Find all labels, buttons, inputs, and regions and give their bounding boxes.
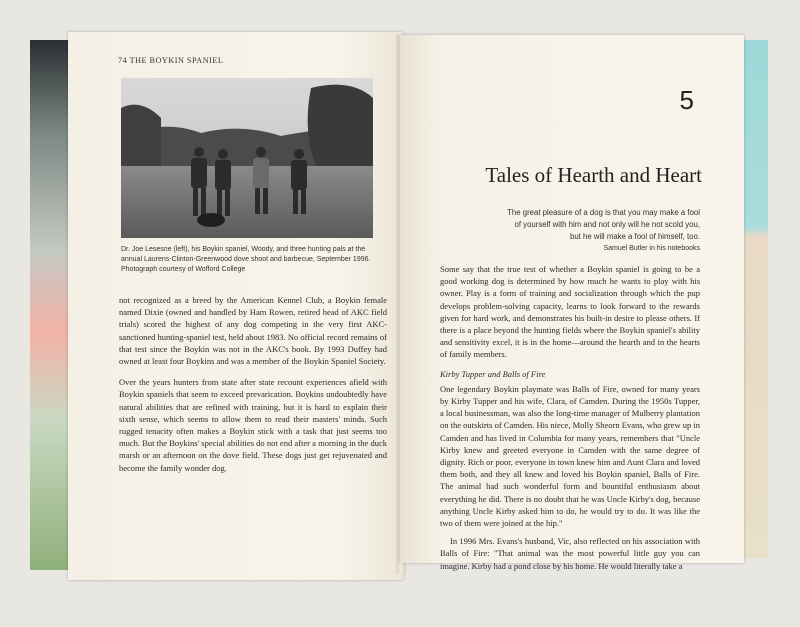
photo-caption: Dr. Joe Lesesne (left), his Boykin spaniel, Woody, and three hunting pals at the annual Laurens-Clinton-Greenwood dove shoot and barbecue, September 1996. Photograph courtesy of Wofford College [121,246,371,274]
running-head: 74 THE BOYKIN SPANIEL [118,56,224,65]
epigraph-line: but he will make a fool of himself, too. [569,232,700,241]
right-body-text [440,263,700,578]
left-paragraph: Over the years hunters from state after state recount experiences afield with Boykin spaniels that seem to exceed prevarication. Boykins undoubtedly have natural abilities that are refined with training, but it is hard to explain their sixth sense, which seems to allow them to read their masters' minds. Such rugged tenacity often makes a Boykin stick with a task that just seems too much. But the Boykins' special abilities do not end after a morning in the duck marsh or an afternoon on the dove field. These dogs just get rejuvenated and become the family wonder dog. [119,377,387,473]
chapter-number: 5 [679,85,694,115]
left-page [68,32,403,580]
epigraph-line: The great pleasure of a dog is that you may make a fool [507,208,700,217]
right-paragraph: One legendary Boykin playmate was Balls of Fire, owned for many years by Kirby Tupper and his wife, Clara, of Camden. During the 1950s Tupper, a local businessman, was also the long-time manager of Mulberry plantation on the outskirts of Camden. His niece, Molly Sheorn Evans, who grew up in Camden and has lived in Columbia for many years, remembers that "Uncle Kirby knew and greeted everyone in Camden with the same degree of dignity. Rich or poor, everyone in town knew him and Aunt Clara and loved them both, and they all knew and loved his Boykin spaniel, Balls of Fire. The animal had such wonderful form and bountiful enthusiasm about everything he did. There is no doubt that he was Uncle Kirby's dog, because anything Uncle Kirby asked him to do, he would try to do. It was like the two of them were joined at the hip." [440,383,700,529]
epigraph [460,207,700,255]
chapter-title: Tales of Hearth and Heart [485,163,702,187]
left-body-text [119,294,387,483]
epigraph-line: of yourself with him and not only will he not scold you, [514,220,700,229]
epigraph-source: Samuel Butler in his notebooks [603,245,700,252]
section-subheading: Kirby Tupper and Balls of Fire [440,368,546,379]
hunters-photo-image [121,78,373,238]
right-paragraph: Some say that the true test of whether a Boykin spaniel is going to be a good working dog is determined by how much he wants to play with his owner. Play is a form of training and socialization through which the pup develops problem-solving capacity, learns to look forward to the rewards given for hard work, and demonstrates his built-in desire to please others. If there is a place beyond the hunting fields where the Boykin spaniel's ability and sensitivity excel, it is in the home—around the hearth and in the hearts of family members. [440,264,700,360]
right-page [400,35,744,571]
hunters-photo [121,78,373,238]
left-paragraph: not recognized as a breed by the American Kennel Club, a Boykin female named Dixie (owned and handled by Ham Rowen, retired head of AKC field trials) scored the highest of any dog competing in the very first AKC-sanctioned hunting-spaniel test, held about 1983. No official record remains of that test since the Boykin was not in the AKC's book. By 1993 Duffey had owned at least four Boykins and was a member of the Boykin Spaniel Society. [119,295,387,367]
right-paragraph: In 1996 Mrs. Evans's husband, Vic, also reflected on his association with Balls of Fire: "That animal was the most powerful little guy you can imagine. Kirby had a pond close by his home. He would literally take a [440,536,700,571]
